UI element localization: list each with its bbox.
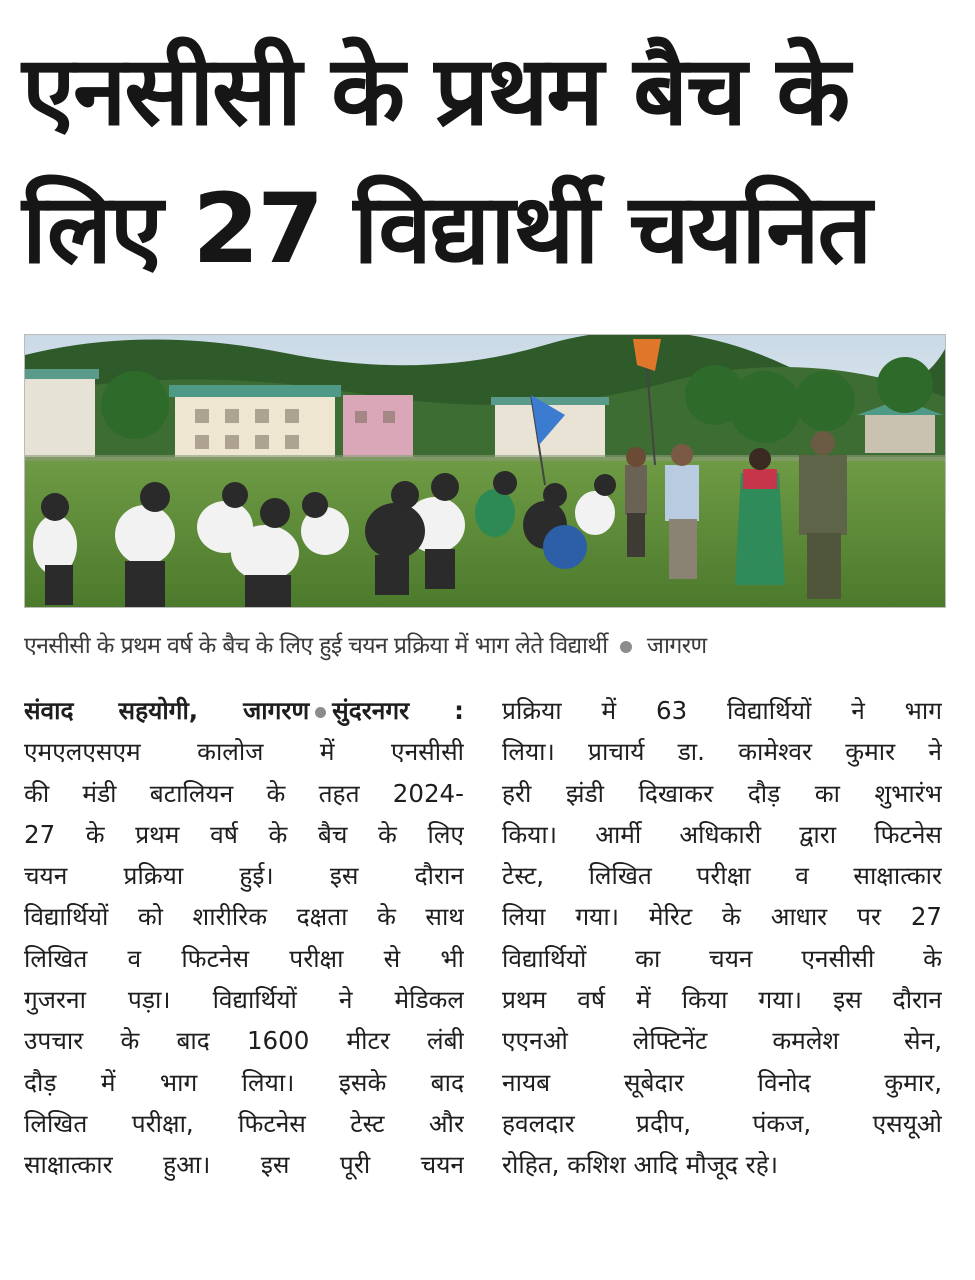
body-line: टेस्ट, लिखित परीक्षा व साक्षात्कार [502, 861, 942, 891]
body-line: चयन प्रक्रिया हुई। इस दौरान [24, 861, 464, 891]
body-line: प्रथम वर्ष में किया गया। इस दौरान [502, 985, 942, 1015]
news-photo [24, 334, 946, 608]
body-line: एमएलएसएम कालोज में एनसीसी [24, 737, 464, 767]
body-line: लिखित व फिटनेस परीक्षा से भी [24, 943, 464, 973]
body-line: प्रक्रिया में 63 विद्यार्थियों ने भाग [502, 696, 942, 725]
body-line: एएनओ लेफ्टिनेंट कमलेश सेन, [502, 1026, 942, 1056]
body-line: हवलदार प्रदीप, पंकज, एसयूओ [502, 1108, 942, 1138]
body-line: गुजरना पड़ा। विद्यार्थियों ने मेडिकल [24, 985, 464, 1015]
body-line: लिया गया। मेरिट के आधार पर 27 [502, 902, 942, 932]
photo-caption [24, 628, 954, 660]
byline-bullet-icon [315, 707, 326, 718]
body-line: की मंडी बटालियन के तहत 2024- [24, 778, 464, 808]
body-line: दौड़ में भाग लिया। इसके बाद [24, 1067, 464, 1097]
caption-bullet-icon [620, 641, 632, 653]
headline [22, 22, 957, 298]
body-line: हरी झंडी दिखाकर दौड़ का शुभारंभ [502, 778, 942, 808]
byline-reporter: संवाद सहयोगी, जागरण [24, 696, 310, 725]
body-line: रोहित, कशिश आदि मौजूद रहे। [502, 1150, 779, 1180]
caption-credit: जागरण [646, 633, 707, 659]
body-line: उपचार के बाद 1600 मीटर लंबी [24, 1026, 464, 1056]
body-line: साक्षात्कार हुआ। इस पूरी चयन [24, 1150, 464, 1180]
body-line: किया। आर्मी अधिकारी द्वारा फिटनेस [502, 819, 942, 849]
body-line: लिखित परीक्षा, फिटनेस टेस्ट और [24, 1108, 464, 1138]
body-line: 27 के प्रथम वर्ष के बैच के लिए [24, 819, 464, 849]
body-line: नायब सूबेदार विनोद कुमार, [502, 1067, 942, 1097]
byline [24, 690, 464, 731]
article-column-left [24, 690, 464, 1186]
body-line: विद्यार्थियों का चयन एनसीसी के [502, 943, 942, 973]
article-column-right [502, 690, 942, 1186]
body-line: विद्यार्थियों को शारीरिक दक्षता के साथ [24, 902, 464, 932]
body-line: लिया। प्राचार्य डा. कामेश्वर कुमार ने [502, 737, 942, 767]
byline-place: सुंदरनगर : [332, 696, 464, 725]
caption-text: एनसीसी के प्रथम वर्ष के बैच के लिए हुई चयन प्रक्रिया में भाग लेते विद्यार्थी [24, 633, 608, 659]
photo-illustration [25, 335, 945, 607]
headline-line-1: एनसीसी के प्रथम बैच के [22, 35, 849, 147]
headline-line-2: लिए 27 विद्यार्थी चयनित [22, 173, 871, 285]
